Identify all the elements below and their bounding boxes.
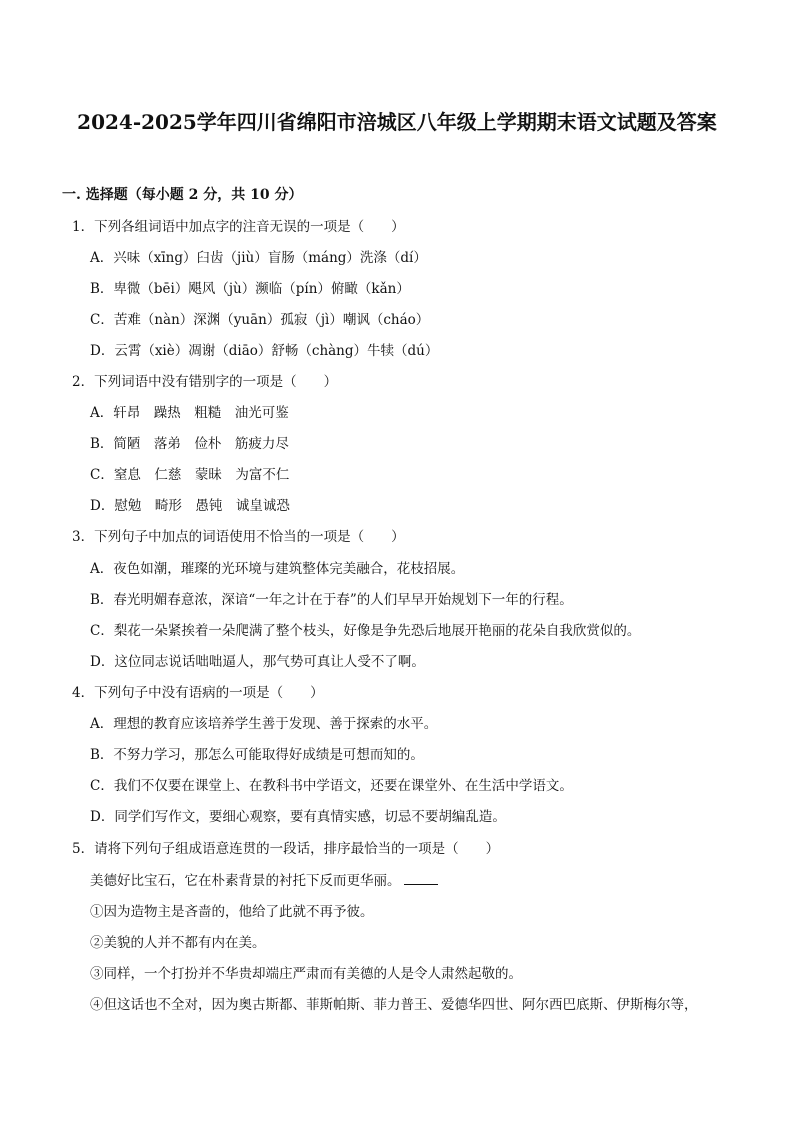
question-3-option-d: D．这位同志说话咄咄逼人，那气势可真让人受不了啊。 (90, 654, 425, 670)
question-4-option-d: D．同学们写作文，要细心观察，要有真情实感，切忌不要胡编乱造。 (90, 809, 506, 825)
question-2-stem: 2．下列词语中没有错别字的一项是（ ） (72, 374, 338, 390)
question-5-sentence-2: ②美貌的人并不都有内在美。 (90, 935, 266, 951)
question-5-sentence-1: ①因为造物主是吝啬的，他给了此就不再予彼。 (90, 904, 374, 920)
question-3-option-a: A．夜色如潮，璀璨的光环境与建筑整体完美融合，花枝招展。 (90, 561, 465, 577)
question-3-stem: 3．下列句子中加点的词语使用不恰当的一项是（ ） (72, 529, 405, 545)
question-1-option-a: A．兴味（xīng）臼齿（jiù）盲肠（máng）洗涤（dí） (90, 250, 427, 266)
question-5-lead-sentence (90, 871, 438, 891)
answer-blank[interactable] (404, 872, 438, 885)
question-2-option-c: C．窒息 仁慈 蒙昧 为富不仁 (90, 467, 290, 483)
question-4-stem: 4．下列句子中没有语病的一项是（ ） (72, 685, 324, 701)
section-heading: 一. 选择题（每小题 2 分，共 10 分） (62, 187, 303, 203)
question-5-stem: 5．请将下列句子组成语意连贯的一段话，排序最恰当的一项是（ ） (72, 841, 500, 857)
question-5-lead-text: 美德好比宝石，它在朴素背景的衬托下反而更华丽。 (90, 873, 401, 889)
question-3-option-b: B．春光明媚春意浓，深谙“一年之计在于春”的人们早早开始规划下一年的行程。 (90, 592, 573, 608)
question-4-option-c: C．我们不仅要在课堂上、在教科书中学语文，还要在课堂外、在生活中学语文。 (90, 778, 573, 794)
question-2-option-d: D．慰勉 畸形 愚钝 诚皇诚恐 (90, 498, 290, 514)
question-4-option-a: A．理想的教育应该培养学生善于发现、善于探索的水平。 (90, 716, 438, 732)
question-2-option-a: A．轩昂 躁热 粗糙 油光可鉴 (90, 405, 289, 421)
question-1-option-c: C．苦难（nàn）深渊（yuān）孤寂（jì）嘲讽（cháo） (90, 312, 430, 328)
question-5-sentence-4: ④但这话也不全对，因为奥古斯都、菲斯帕斯、菲力普王、爱德华四世、阿尔西巴底斯、伊斯梅尔等， (90, 997, 698, 1013)
question-3-option-c: C．梨花一朵紧挨着一朵爬满了整个枝头，好像是争先恐后地展开艳丽的花朵自我欣赏似的。 (90, 623, 641, 639)
question-1-option-b: B．卑微（bēi）飓风（jù）濒临（pín）俯瞰（kǎn） (90, 281, 410, 297)
question-2-option-b: B．简陋 落弟 俭朴 筋疲力尽 (90, 436, 289, 452)
question-5-sentence-3: ③同样，一个打扮并不华贵却端庄严肃而有美德的人是令人肃然起敬的。 (90, 966, 522, 982)
page-title: 2024-2025学年四川省绵阳市涪城区八年级上学期期末语文试题及答案 (77, 110, 717, 134)
question-1-option-d: D．云霄（xiè）凋谢（diāo）舒畅（chàng）牛犊（dú） (90, 343, 439, 359)
question-1-stem: 1．下列各组词语中加点字的注音无误的一项是（ ） (72, 219, 405, 235)
question-4-option-b: B．不努力学习，那怎么可能取得好成绩是可想而知的。 (90, 747, 424, 763)
